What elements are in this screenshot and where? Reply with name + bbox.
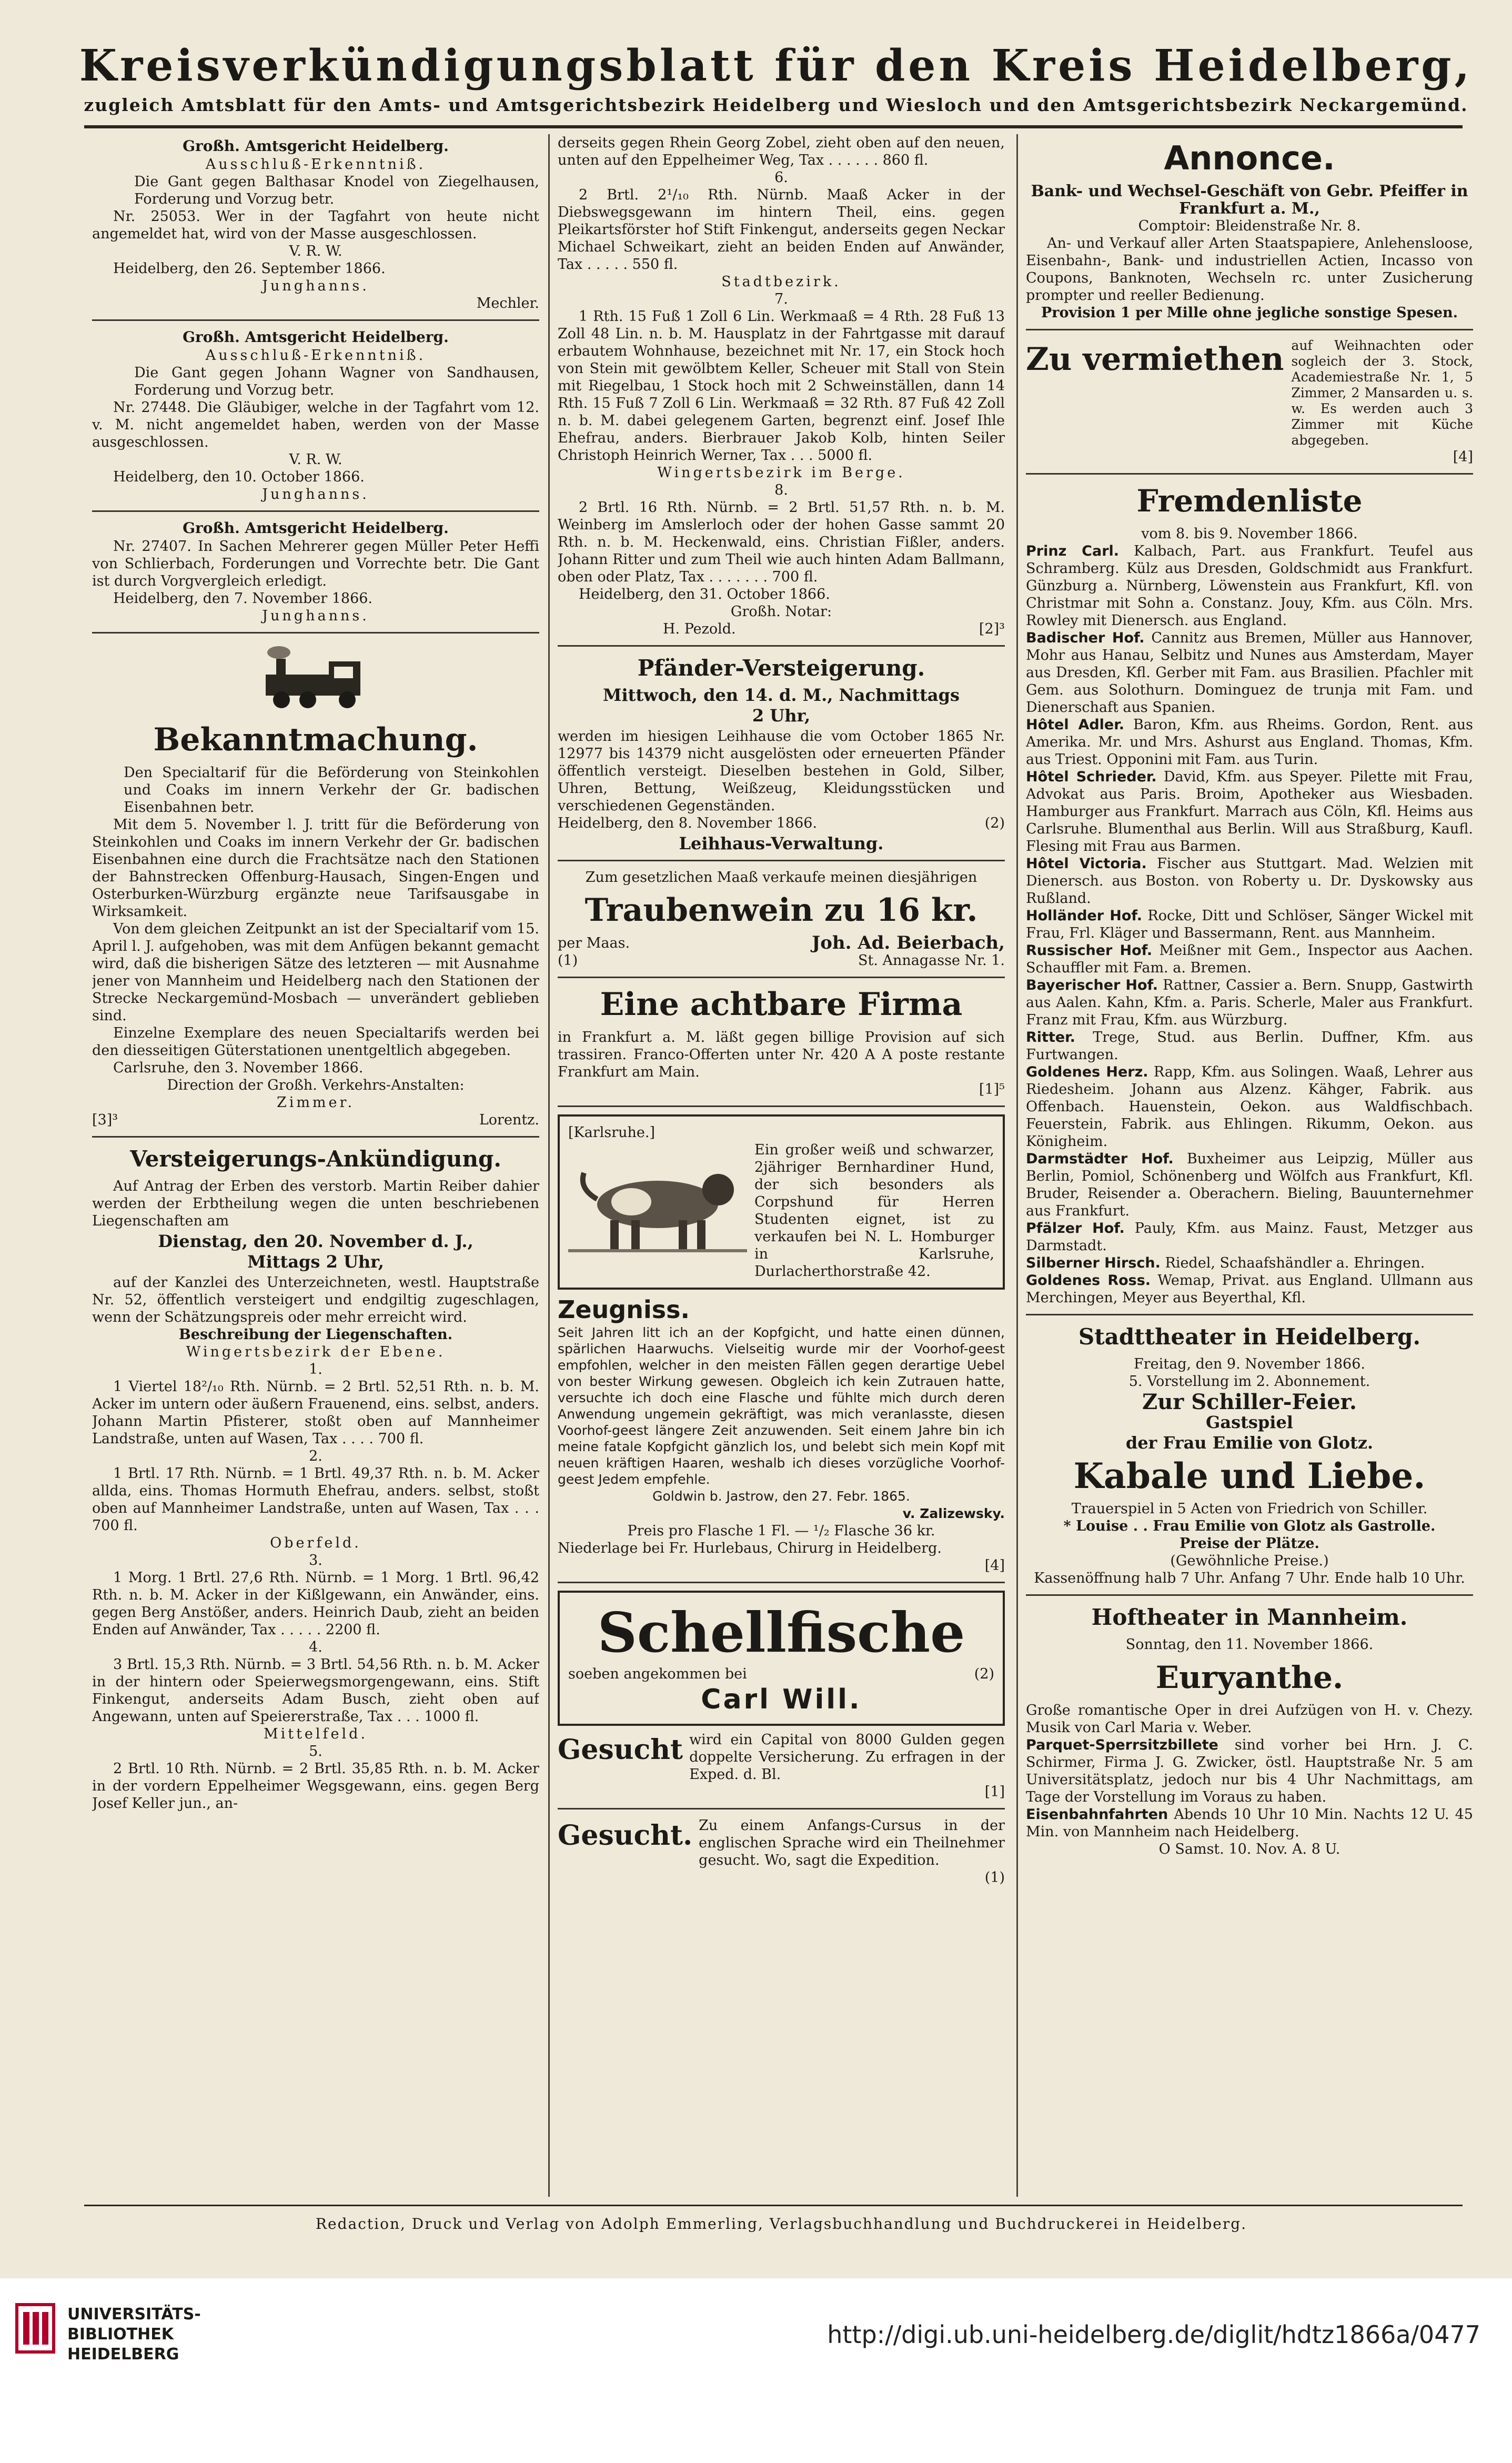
hotel-entry [1026, 1150, 1473, 1220]
hoftheater-play: Euryanthe. [1155, 1660, 1344, 1695]
schellfische-seller: Carl Will. [701, 1684, 862, 1715]
hoftheater-rail-text: Abends 10 Uhr 10 Min. Nachts 12 U. 45 Min. von Mannheim nach Heidelberg. [1026, 1806, 1473, 1840]
versteigerung-time: Mittags 2 Uhr, [247, 1252, 384, 1272]
notice-signature: Junghanns. [262, 486, 369, 502]
property-item: 1 Viertel 18²/₁₀ Rth. Nürnb. = 2 Brtl. 52,51 Rth. n. b. M. Acker im untern oder äußern Frauenend, eins. selbst, anders. Johann Martin Pfisterer, stoßt oben auf Mannheimer Landstraße, unten auf Wasen, Tax . . . . 700 fl. [92, 1379, 539, 1447]
imprint-line: Redaction, Druck und Verlag von Adolph Emmerling, Verlagsbuchhandlung und Buchdruckerei in Heidelberg. [315, 2215, 1247, 2233]
versteigerung-description-heading: Beschreibung der Liegenschaften. [178, 1326, 453, 1343]
annonce-title: Annonce. [1164, 139, 1335, 177]
hoftheater-tickets [1026, 1736, 1473, 1806]
hotel-guests: Baron, Kfm. aus Rheims. Gordon, Rent. aus Amerika. Mr. und Mrs. Ashurst aus England. Thomas, Kfm. aus Triest. Opponini mit Fam. aus Turin. [1026, 717, 1473, 768]
hotel-guests: Rocke, Ditt und Schlöser, Sänger Wickel mit Frau, Frl. Kläger und Bassermann, Rent. aus Mannheim. [1026, 908, 1473, 941]
hotel-guests: Cannitz aus Bremen, Müller aus Hannover, Mohr aus Hanau, Selbitz und Nunes aus Amsterdam, Mayer aus Dresden, Kfl. Gerber mit Fam. aus Brasilien. Pfachler mit Gem. aus Solothurn. Dominguez de trunja mit Fam. und Dienerschaft aus Spanien. [1026, 630, 1473, 716]
separator [92, 1136, 539, 1138]
hotel-name: Pfälzer Hof. [1026, 1220, 1125, 1236]
notice-body: Nr. 25053. Wer in der Tagfahrt von heute nicht angemeldet hat, wird von der Masse ausgeschlossen. [92, 208, 539, 242]
pfaender-signature: Leihhaus-Verwaltung. [679, 833, 884, 853]
item-number: 1. [309, 1361, 322, 1378]
hotel-entry [1026, 855, 1473, 907]
hotel-guests: Fischer aus Stuttgart. Mad. Welzien mit Dienersch. aus Boston. von Roberty u. Dr. Dyskowsky aus Rußland. [1026, 856, 1473, 907]
permalink-url[interactable]: http://digi.ub.uni-heidelberg.de/diglit/hdtz1866a/0477 [827, 2320, 1480, 2349]
district-heading: Oberfeld. [270, 1535, 361, 1551]
hoftheater-date: Sonntag, den 11. November 1866. [1125, 1636, 1374, 1653]
annonce-address: Comptoir: Bleidenstraße Nr. 8. [1138, 218, 1361, 234]
hotel-guests: Trege, Stud. aus Berlin. Duffner, Kfm. aus Furtwangen. [1026, 1029, 1473, 1063]
property-item: 1 Brtl. 17 Rth. Nürnb. = 1 Brtl. 49,37 Rth. n. b. M. Acker allda, eins. Thomas Hormuth Ehefrau, anders. selbst, stoßt oben auf Mannheimer Landstraße, unten auf Wasen, Tax . . . 700 fl. [92, 1465, 539, 1534]
notice-court-heading: Großh. Amtsgericht Heidelberg. [183, 519, 449, 537]
logo-line: UNIVERSITÄTS- [67, 2305, 201, 2324]
hotel-guests: Meißner mit Gem., Inspector aus Aachen. Schauffler mit Fam. a. Bremen. [1026, 942, 1473, 976]
vermiethen-body: auf Weihnachten oder sogleich der 3. Stock, Academiestraße Nr. 1, 5 Zimmer, 2 Mansarden u. s. w. Es werden auch 3 Zimmer mit Küche abgegeben. [1291, 338, 1473, 448]
hoftheater-title: Hoftheater in Mannheim. [1091, 1604, 1408, 1630]
imprint-rule [84, 2205, 1463, 2206]
hotel-entry [1026, 1220, 1473, 1254]
hund-place: [Karlsruhe.] [568, 1124, 655, 1141]
bekanntmachung-title: Bekanntmachung. [153, 721, 478, 758]
dog-icon [568, 1141, 747, 1262]
district-heading: Stadtbezirk. [721, 274, 841, 290]
vermiethen-title: Zu vermiethen [1026, 341, 1284, 378]
property-item: 2 Brtl. 16 Rth. Nürnb. = 2 Brtl. 51,57 Rth. n. b. M. Weinberg im Amslerloch oder der hohen Gasse sammt 20 Rth. n. b. M. Heckenwald, eins. Christian Fißler, anders. Johann Ritter und zum Theil wie auch hinten Adam Ballmann, oben oder Platz, Tax . . . . . . . 700 fl. [558, 499, 1005, 585]
firma-body: in Frankfurt a. M. läßt gegen billige Provision auf sich trassiren. Franco-Offerten unter Nr. 420 A A poste restante Frankfurt am Main. [558, 1029, 1005, 1080]
gesucht-ad-1 [558, 1731, 1005, 1783]
bekanntmachung-intro: Den Specialtarif für die Beförderung von Steinkohlen und Coaks im innern Verkehr der Gr. badischen Eisenbahnen betr. [124, 765, 539, 816]
item-number: 5. [309, 1743, 322, 1760]
traubenwein-address: St. Annagasse Nr. 1. [858, 952, 1005, 969]
notice-date: Heidelberg, den 26. September 1866. [113, 260, 386, 277]
gesucht-ad-2 [558, 1817, 1005, 1869]
hoftheater-rail [1026, 1806, 1473, 1841]
gesucht-title: Gesucht. [558, 1819, 693, 1852]
hotel-entry [1026, 1272, 1473, 1306]
stadttheater-prices-note: (Gewöhnliche Preise.) [1170, 1553, 1329, 1569]
zeugniss-ad [558, 1295, 1005, 1574]
hotel-name: Hôtel Victoria. [1026, 856, 1147, 872]
column-1 [92, 134, 539, 2197]
zeugniss-date: Goldwin b. Jastrow, den 27. Febr. 1865. [652, 1489, 910, 1504]
fremdenliste-date: vom 8. bis 9. November 1866. [1141, 526, 1358, 542]
hoftheater-tickets-heading: Parquet-Sperrsitzbillete [1026, 1737, 1218, 1753]
column-divider [1016, 134, 1018, 2197]
bekanntmachung-direction: Direction der Großh. Verkehrs-Anstalten: [167, 1077, 465, 1093]
hoftheater-tickets-text: sind vorher bei Hrn. J. C. Schirmer, Firma J. G. Zwicker, östl. Hauptstraße Nr. 5 am Universitätsplatz, jedoch nur bis 4 Uhr Nachmittags, am Tage der Vorstellung im Voraus zu haben. [1026, 1737, 1473, 1805]
zeugniss-body: Seit Jahren litt ich an der Kopfgicht, und hatte einen dünnen, spärlichen Haarwuchs. Vielseitig wurde mir der Voorhof-geest empfohlen, welcher in den meisten Fällen gegen derartige Uebel von bester Wirkung gewesen. Obgleich ich kein Zutrauen hatte, versuchte ich doch eine Flasche und fühlte mich durch deren Anwendung ungemein gekräftigt, was mich veranlasste, diesen Voorhof-geest längere Zeit anzuwenden. Seit einem Jahre bin ich meine fatale Kopfgicht gänzlich los, und belebt sich mein Kopf mit neuen kräftigen Haaren, weshalb ich dieses vorzügliche Voorhof-geest Jedem empfehle. [558, 1325, 1005, 1487]
pfaender-title: Pfänder-Versteigerung. [637, 655, 925, 681]
notar-ref: [2]³ [979, 621, 1005, 637]
separator [1026, 473, 1473, 475]
notice-vrw: V. R. W. [289, 451, 342, 468]
hoftheater-desc: Große romantische Oper in drei Aufzügen von H. v. Chezy. Musik von Carl Maria v. Weber. [1026, 1702, 1473, 1736]
notice-intro: Die Gant gegen Balthasar Knodel von Ziegelhausen, Forderung und Vorzug betr. [134, 174, 539, 207]
notice-date: Heidelberg, den 10. October 1866. [113, 469, 365, 485]
column-2 [558, 134, 1005, 2197]
vermiethen-ref: [4] [1453, 449, 1473, 465]
hotel-guests: Pauly, Kfm. aus Mainz. Faust, Metzger aus Darmstadt. [1026, 1220, 1473, 1254]
stadttheater-desc: Trauerspiel in 5 Acten von Friedrich von Schiller. [1071, 1501, 1428, 1517]
hotel-name: Goldenes Herz. [1026, 1064, 1148, 1080]
separator [92, 319, 539, 321]
hotel-guests: Wemap, Privat. aus England. Ullmann aus Merchingen, Meyer aus Beyerthal, Kfl. [1026, 1272, 1473, 1306]
property-item-continued: derseits gegen Rhein Georg Zobel, zieht oben auf den neuen, unten auf den Eppelheimer Weg, Tax . . . . . . 860 fl. [558, 135, 1005, 168]
property-item: 2 Brtl. 2¹/₁₀ Rth. Nürnb. Maaß Acker in der Diebswegsgewann im hintern Theil, eins. gegen Pleikartsförster hof Stift Finkengut, anderseits gegen Neckar Michael Schweikart, zieht an beiden Enden auf Anwänder, Tax . . . . . 550 fl. [558, 187, 1005, 273]
fremdenliste-title: Fremdenliste [1136, 483, 1363, 519]
schellfische-ref: (2) [974, 1666, 994, 1682]
separator [558, 1808, 1005, 1809]
hoftheater-rail-heading: Eisenbahnfahrten [1026, 1806, 1168, 1823]
stadttheater-feier: Zur Schiller-Feier. [1142, 1390, 1357, 1414]
hotel-entry [1026, 907, 1473, 942]
separator [558, 860, 1005, 861]
masthead-subtitle: zugleich Amtsblatt für den Amts- und Amtsgerichtsbezirk Heidelberg und Wiesloch und den Amtsgerichtsbezirk Neckargemünd. [84, 95, 1468, 116]
separator [558, 977, 1005, 978]
column-3 [1026, 134, 1473, 2197]
traubenwein-intro: Zum gesetzlichen Maaß verkaufe meinen diesjährigen [585, 869, 977, 886]
notice-signature: Junghanns. [262, 278, 369, 294]
bekanntmachung-signature-2: Lorentz. [479, 1112, 539, 1128]
versteigerung-paragraph: auf der Kanzlei des Unterzeichneten, westl. Hauptstraße Nr. 52, öffentlich versteigert und endgiltig zugeschlagen, wenn der Schätzungspreis oder mehr erreicht wird. [92, 1274, 539, 1325]
hoftheater-sign: O Samst. 10. Nov. A. 8 U. [1158, 1841, 1340, 1857]
gesucht-title: Gesucht [558, 1734, 683, 1766]
viewer-footer [0, 2278, 1512, 2463]
hotel-name: Prinz Carl. [1026, 543, 1120, 559]
hotel-entry [1026, 977, 1473, 1029]
stadttheater-play: Kabale und Liebe. [1073, 1455, 1426, 1496]
separator [92, 632, 539, 634]
university-library-name [67, 2305, 201, 2365]
annonce-body: An- und Verkauf aller Arten Staatspapiere, Anlehensloose, Eisenbahn-, Bank- und industriellen Actien, Incasso von Coupons, Banknoten, Wechseln rc. unter Zusicherung prompter und reeller Bedienung. [1026, 235, 1473, 304]
item-number: 2. [309, 1448, 322, 1464]
separator [1026, 1594, 1473, 1596]
stadttheater-role: * Louise . . Frau Emilie von Glotz als Gastrolle. [1063, 1518, 1436, 1534]
item-number: 8. [774, 482, 788, 498]
gesucht-ref: [1] [984, 1784, 1005, 1800]
hotel-name: Silberner Hirsch. [1026, 1255, 1161, 1271]
stadttheater-times: Kassenöffnung halb 7 Uhr. Anfang 7 Uhr. Ende halb 10 Uhr. [1034, 1570, 1465, 1586]
firma-ref: [1]⁵ [979, 1081, 1005, 1098]
hotel-name: Holländer Hof. [1026, 908, 1142, 924]
gesucht-body: wird ein Capital von 8000 Gulden gegen doppelte Versicherung. Zu erfragen in der Exped. d. Bl. [689, 1732, 1005, 1783]
schellfische-ad [558, 1591, 1005, 1726]
hotel-guests: Rattner, Cassier a. Bern. Snupp, Gastwirth aus Aalen. Kahn, Kfm. a. Paris. Scherle, Maler aus Frankfurt. Franz mit Frau, Kfm. aus Würzburg. [1026, 977, 1473, 1028]
hotel-name: Badischer Hof. [1026, 630, 1145, 646]
notice-intro: Die Gant gegen Johann Wagner von Sandhausen, Forderung und Vorzug betr. [134, 365, 539, 398]
hotel-entry [1026, 542, 1473, 629]
notice-date: Heidelberg, den 7. November 1866. [113, 590, 373, 607]
hotel-name: Goldenes Ross. [1026, 1272, 1151, 1289]
zeugniss-signature: v. Zalizewsky. [902, 1506, 1005, 1521]
versteigerung-title: Versteigerungs-Ankündigung. [129, 1146, 502, 1172]
notice-vrw: V. R. W. [289, 243, 342, 259]
hotel-guests: Buxheimer aus Leipzig, Müller aus Berlin, Pomiol, Schönenberg und Wölfch aus Frankfurt, Kfl. Bruder, Reisender a. Oberachern. Bieling, Bauunternehmer aus Frankfurt. [1026, 1151, 1473, 1219]
notice-court-heading: Großh. Amtsgericht Heidelberg. [183, 137, 449, 155]
masthead-rule [84, 125, 1463, 128]
district-heading: Mittelfeld. [263, 1726, 368, 1742]
stadttheater-date: Freitag, den 9. November 1866. [1134, 1356, 1365, 1372]
zeugniss-price: Preis pro Flasche 1 Fl. — ¹/₂ Flasche 36 kr. [627, 1523, 935, 1539]
hund-ad [558, 1114, 1005, 1290]
hotel-guests: Riedel, Schaafshändler a. Ehringen. [1165, 1255, 1425, 1271]
bekanntmachung-signature: Zimmer. [276, 1094, 355, 1111]
hotel-guests: Kalbach, Part. aus Frankfurt. Teufel aus Schramberg. Külz aus Dresden, Goldschmidt aus Frankfurt. Günzburg a. Nürnberg, Löwenstein aus Frankfurt, Kfl. von Christmar mit Sohn a. Constanz. Jouy, Kfm. aus Cöln. Mrs. Rowley mit Dienersch. aus England. [1026, 543, 1473, 629]
property-item: 1 Rth. 15 Fuß 1 Zoll 6 Lin. Werkmaaß = 4 Rth. 28 Fuß 13 Zoll 48 Lin. n. b. M. Hausplatz in der Fahrtgasse mit darauf erbautem Wohnhause, bezeichnet mit Nr. 17, ein Stock hoch von Stein mit gewölbtem Keller, Scheuer mit Stall von Stein mit Riegelbau, 1 Stock hoch mit 2 Schweinställen, dann 14 Rth. 15 Fuß 7 Zoll 6 Lin. Werkmaaß = 32 Rth. 87 Fuß 42 Zoll n. b. M. dabei gelegenem Garten, begrenzt einf. Josef Ihle Ehefrau, anders. Bierbrauer Jakob Kolb, hinten Seiler Christoph Heinrich Werner, Tax . . . 5000 fl. [558, 308, 1005, 464]
zeugniss-title: Zeugniss. [558, 1295, 690, 1324]
traubenwein-ref: (1) [558, 952, 578, 969]
schellfische-sub: soeben angekommen bei [568, 1666, 747, 1682]
traubenwein-title: Traubenwein zu 16 kr. [584, 892, 978, 929]
notar-title: Großh. Notar: [730, 604, 832, 620]
column-divider [548, 134, 550, 2197]
property-item: 1 Morg. 1 Brtl. 27,6 Rth. Nürnb. = 1 Morg. 1 Brtl. 96,42 Rth. n. b. M. Acker in der Kißlgewann, ein Anwänder, eins. gegen Berg Anstößer, anders. Heinrich Daub, zieht an beiden Enden auf Anwänder, Tax . . . . . 2200 fl. [92, 1570, 539, 1638]
university-library-logo-icon [12, 2299, 59, 2357]
traubenwein-per: per Maas. [558, 935, 630, 951]
stadttheater-prices: Preise der Plätze. [1180, 1535, 1319, 1552]
versteigerung-place-date: Heidelberg, den 31. October 1866. [579, 586, 830, 602]
notice-subheading: Ausschluß-Erkenntniß. [205, 156, 426, 173]
property-item: 2 Brtl. 10 Rth. Nürnb. = 2 Brtl. 35,85 Rth. n. b. M. Acker in der vordern Eppelheimer Wegsgewann, eins. gegen Berg Josef Keller jun., an- [92, 1761, 539, 1812]
versteigerung-date: Dienstag, den 20. November d. J., [158, 1231, 473, 1251]
firma-title: Eine achtbare Firma [600, 986, 963, 1023]
logo-line: BIBLIOTHEK [67, 2325, 174, 2344]
notice-body: Nr. 27448. Die Gläubiger, welche in der Tagfahrt vom 12. v. M. nicht angemeldet haben, werden von der Masse ausgeschlossen. [92, 399, 539, 450]
hotel-entry [1026, 716, 1473, 768]
item-number: 7. [774, 291, 788, 307]
stadttheater-guest: der Frau Emilie von Glotz. [1125, 1433, 1374, 1453]
hotel-entry [1026, 629, 1473, 716]
separator [1026, 329, 1473, 330]
item-number: 3. [309, 1552, 322, 1569]
hotel-guests: Rapp, Kfm. aus Solingen. Waaß, Lehrer aus Riedesheim. Johann aus Alzenz. Kähger, Fabrik. aus Offenbach. Hauenstein, Oekon. aus Waldfischbach. Feuerstein, Fabrik. aus Ehlingen. Rikumm, Oekon. aus Königheim. [1026, 1064, 1473, 1150]
masthead [79, 42, 1473, 115]
hotel-entry [1026, 1063, 1473, 1150]
separator [558, 1582, 1005, 1583]
hotel-name: Hôtel Schrieder. [1026, 769, 1157, 785]
district-heading: Wingertsbezirk der Ebene. [186, 1344, 446, 1360]
item-number: 6. [774, 169, 788, 186]
district-heading: Wingertsbezirk im Berge. [657, 465, 905, 481]
hotel-name: Darmstädter Hof. [1026, 1151, 1174, 1167]
locomotive-icon [255, 643, 376, 711]
hotel-entry [1026, 1029, 1473, 1063]
notice-body: Nr. 27407. In Sachen Mehrerer gegen Müller Peter Heffi von Schlierbach, Forderungen und Vorrechte betr. Die Gant ist durch Vorgvergleich erledigt. [92, 538, 539, 589]
property-item: 3 Brtl. 15,3 Rth. Nürnb. = 3 Brtl. 54,56 Rth. n. b. M. Acker in der hintern oder Speierwegsmorgengewann, eins. Stift Finkengut, anderseits Adam Busch, zieht oben auf Angewann, unten auf Speiererstraße, Tax . . . 1000 fl. [92, 1656, 539, 1725]
hotel-entry [1026, 1254, 1473, 1272]
bekanntmachung-paragraph: Einzelne Exemplare des neuen Specialtarifs werden bei den diesseitigen Güterstationen unentgeltlich abgegeben. [92, 1025, 539, 1059]
schellfische-title: Schellfische [597, 1600, 965, 1665]
notice-signature: Junghanns. [262, 608, 369, 624]
stadttheater-gastspiel: Gastspiel [1206, 1412, 1293, 1432]
pfaender-body: werden im hiesigen Leihhause die vom October 1865 Nr. 12977 bis 14379 nicht ausgelösten oder erneuerten Pfänder öffentlich versteigt. Dieselben bestehen in Gold, Silber, Uhren, Bettung, Weißzeug, Kleidungsstücken und verschiedenen Gegenständen. [558, 728, 1005, 814]
hotel-entry [1026, 768, 1473, 855]
vermiethen-ad [1026, 338, 1473, 448]
pfaender-date: Mittwoch, den 14. d. M., Nachmittags [603, 685, 960, 705]
separator [1026, 1314, 1473, 1315]
hotel-name: Ritter. [1026, 1029, 1075, 1045]
separator [558, 1105, 1005, 1107]
pfaender-ref: (2) [984, 815, 1005, 831]
notice-subheading: Ausschluß-Erkenntniß. [205, 347, 426, 364]
annonce-provision: Provision 1 per Mille ohne jegliche sonstige Spesen. [1041, 305, 1458, 321]
hotel-entry [1026, 942, 1473, 977]
bekanntmachung-date: Carlsruhe, den 3. November 1866. [113, 1060, 364, 1076]
gesucht-ref: (1) [984, 1869, 1005, 1886]
versteigerung-paragraph: Auf Antrag der Erben des verstorb. Martin Reiber dahier werden der Erbtheilung wegen die unten beschriebenen Liegenschaften am [92, 1178, 539, 1229]
pfaender-time: 2 Uhr, [752, 706, 811, 726]
zeugniss-depot: Niederlage bei Fr. Hurlebaus, Chirurg in Heidelberg. [558, 1540, 942, 1556]
bekanntmachung-paragraph: Von dem gleichen Zeitpunkt an ist der Specialtarif vom 15. April l. J. aufgehoben, was mit dem Anfügen bekannt gemacht wird, daß die bisherigen Sätze des letzteren — mit Ausnahme jener von Mannheim und Heidelberg nach den Stationen der Strecke Neckargemünd-Mosbach — unverändert geblieben sind. [92, 921, 539, 1024]
hotel-name: Bayerischer Hof. [1026, 977, 1158, 993]
stadttheater-vorstellung: 5. Vorstellung im 2. Abonnement. [1128, 1373, 1370, 1390]
annonce-firm: Bank- und Wechsel-Geschäft von Gebr. Pfeiffer in Frankfurt a. M., [1031, 182, 1468, 218]
hotel-name: Hôtel Adler. [1026, 717, 1124, 733]
item-number: 4. [309, 1639, 322, 1655]
pfaender-place: Heidelberg, den 8. November 1866. [558, 815, 818, 831]
notice-signature-2: Mechler. [476, 295, 539, 311]
zeugniss-ref: [4] [984, 1557, 1005, 1574]
bekanntmachung-paragraph: Mit dem 5. November l. J. tritt für die Beförderung von Steinkohlen und Coaks im innern Verkehr der Gr. badischen Eisenbahnen eine durch die Frachtsätze nach den Stationen der Bahnstrecken Offenburg-Hausach, Singen-Engen und Osterburken-Würzburg ergänzte neue Tarifsausgabe in Wirksamkeit. [92, 817, 539, 920]
hund-body: Ein großer weiß und schwarzer, 2jähriger Bernhardiner Hund, der sich besonders als Corpshund für Herren Studenten eignet, ist zu verkaufen bei N. L. Homburger in Karlsruhe, Durlacherthorstraße 42. [754, 1142, 994, 1280]
stadttheater-title: Stadttheater in Heidelberg. [1078, 1324, 1421, 1350]
separator [558, 645, 1005, 647]
logo-line: HEIDELBERG [67, 2345, 179, 2364]
gesucht-body: Zu einem Anfangs-Cursus in der englischen Sprache wird ein Theilnehmer gesucht. Wo, sagt die Expedition. [699, 1817, 1005, 1868]
hotel-name: Russischer Hof. [1026, 942, 1153, 959]
bekanntmachung-ref: [3]³ [92, 1112, 118, 1128]
hotel-guests: David, Kfm. aus Speyer. Pilette mit Frau, Advokat aus Paris. Broim, Apotheker aus Wiesbaden. Hamburger aus Frankfurt. Marrach aus Cöln, Kfl. Heims aus Carlsruhe. Blumenthal aus Berlin. Will aus Straßburg, Kaufl. Flesing mit Frau aus Barmen. [1026, 769, 1473, 854]
notar-name: H. Pezold. [663, 621, 736, 637]
notice-court-heading: Großh. Amtsgericht Heidelberg. [183, 328, 449, 346]
traubenwein-seller: Joh. Ad. Beierbach, [812, 932, 1005, 953]
separator [92, 510, 539, 512]
masthead-title: Kreisverkündigungsblatt für den Kreis Heidelberg, [79, 41, 1473, 91]
